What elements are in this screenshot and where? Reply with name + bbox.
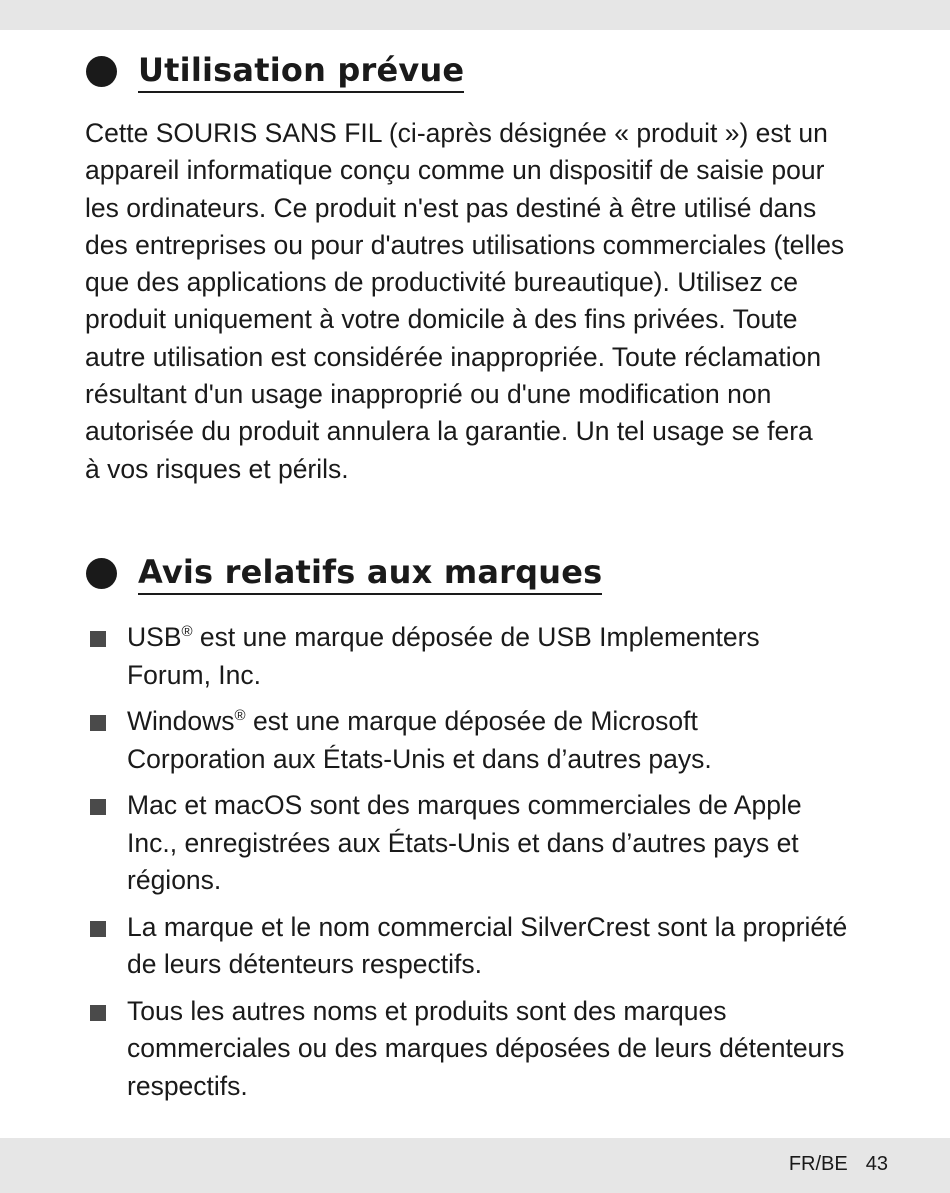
list-item-text: Windows — [127, 706, 235, 736]
section-title: Utilisation prévue — [138, 50, 464, 93]
list-item — [90, 619, 930, 694]
list-item-line: commerciales ou des marques déposées de leurs détenteurs — [127, 1033, 845, 1063]
list-item-text: USB — [127, 622, 182, 652]
page-footer — [789, 1151, 888, 1177]
list-item-line: Mac et macOS sont des marques commerciales de Apple — [127, 790, 802, 820]
section-heading-trademarks — [86, 552, 602, 595]
list-item-text: est une marque déposée de USB Implementers — [192, 622, 760, 652]
paragraph-line: Cette SOURIS SANS FIL (ci-après désignée « produit ») est un — [85, 118, 828, 148]
list-item-line: Corporation aux États-Unis et dans d’autres pays. — [127, 743, 712, 774]
list-item-line: La marque et le nom commercial SilverCrest sont la propriété — [127, 911, 848, 942]
list-item-line: respectifs. — [127, 1070, 248, 1101]
paragraph-line: résultant d'un usage inapproprié ou d'une modification non — [85, 379, 772, 410]
square-bullet-icon — [90, 921, 106, 937]
footer-locale: FR/BE — [788, 1153, 848, 1175]
heading-bullet-icon — [86, 56, 117, 87]
list-item — [90, 993, 930, 1106]
list-item-line — [127, 619, 930, 657]
list-item-line: Forum, Inc. — [127, 659, 262, 690]
intended-use-paragraph — [85, 115, 915, 488]
paragraph-line: produit uniquement à votre domicile à des fins privées. Toute — [85, 304, 798, 335]
square-bullet-icon — [90, 631, 106, 647]
paragraph-line: autre utilisation est considérée inappropriée. Toute réclamation — [85, 341, 822, 372]
heading-bullet-icon — [86, 558, 117, 589]
paragraph-line: des entreprises ou pour d'autres utilisations commerciales (telles — [85, 229, 845, 260]
square-bullet-icon — [90, 1005, 106, 1021]
trademark-list — [90, 619, 930, 1114]
section-title: Avis relatifs aux marques — [138, 552, 602, 595]
registered-mark: ® — [181, 623, 193, 641]
list-item-text: est une marque déposée de Microsoft — [245, 706, 698, 736]
list-item-line — [127, 703, 930, 741]
square-bullet-icon — [90, 715, 106, 731]
square-bullet-icon — [90, 799, 106, 815]
registered-mark: ® — [234, 707, 246, 725]
list-item-line: régions. — [127, 865, 222, 895]
paragraph-line: les ordinateurs. Ce produit n'est pas destiné à être utilisé dans — [85, 192, 817, 223]
page-number: 43 — [865, 1153, 888, 1175]
paragraph-line: que des applications de productivité bureautique). Utilisez ce — [85, 267, 798, 298]
paragraph-line: appareil informatique conçu comme un dispositif de saisie pour — [85, 155, 825, 186]
list-item-line: Tous les autres noms et produits sont des marques — [127, 995, 727, 1026]
paragraph-line: à vos risques et périls. — [85, 453, 349, 484]
list-item — [90, 703, 930, 778]
list-item-line: Inc., enregistrées aux États-Unis et dans d’autres pays et — [127, 827, 799, 858]
list-item — [90, 787, 930, 900]
list-item — [90, 909, 930, 984]
list-item-line: de leurs détenteurs respectifs. — [127, 949, 482, 979]
paragraph-line: autorisée du produit annulera la garantie. Un tel usage se fera — [85, 416, 813, 447]
section-heading-intended-use — [86, 50, 464, 93]
page-top-band — [0, 0, 950, 30]
